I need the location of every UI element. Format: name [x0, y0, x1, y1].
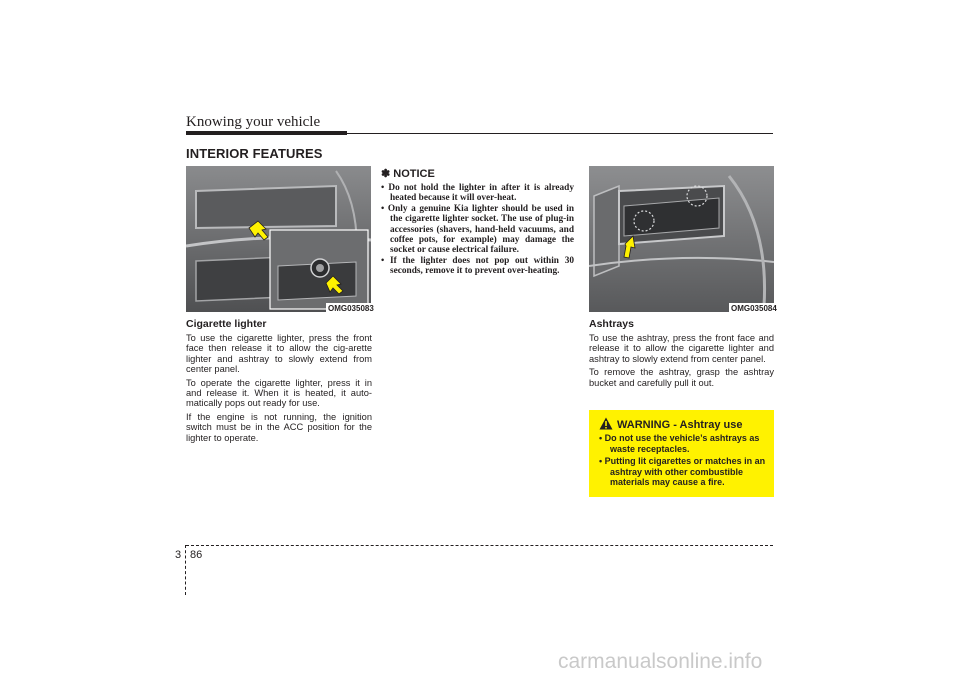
ashtrays-heading: Ashtrays: [589, 318, 634, 330]
paragraph: To remove the ashtray, grasp the ashtray bucket and carefully pull it out.: [589, 367, 774, 388]
paragraph: To use the cigarette lighter, press the front face then release it to allow the cig-arette lighter and ashtray to slowly extend from center panel.: [186, 333, 372, 375]
cigarette-lighter-heading: Cigarette lighter: [186, 318, 267, 330]
warning-triangle-icon: [599, 417, 613, 430]
paragraph: To use the ashtray, press the front face and release it to allow the cigarette lighter and ashtray to slowly extend from center panel.: [589, 333, 774, 364]
notice-item: • Only a genuine Kia lighter should be used in the cigarette lighter socket. The use of plug-in accessories (shavers, hand-held vacuums, and coffee pots, for example) may damage the socket or cause electrical failure.: [381, 203, 574, 256]
cigarette-lighter-photo: [186, 166, 371, 312]
warning-box: [589, 410, 774, 497]
paragraph: To operate the cigarette lighter, press it in and release it. When it is heated, it auto-matically pops out ready for use.: [186, 377, 372, 409]
ashtrays-text: [589, 333, 774, 391]
paragraph: If the engine is not running, the ignition switch must be in the ACC position for the lighter to operate.: [186, 411, 372, 443]
ashtray-photo: [589, 166, 774, 312]
notice-list: [381, 183, 574, 277]
cigarette-lighter-illustration: [186, 166, 371, 312]
chapter-number: 3: [175, 549, 182, 561]
section-title: INTERIOR FEATURES: [186, 146, 323, 161]
notice-item: • Do not hold the lighter in after it is already heated because it will over-heat.: [381, 183, 574, 204]
notice-title: ✽ NOTICE: [381, 168, 435, 180]
warning-title: WARNING - Ashtray use: [617, 419, 743, 431]
cigarette-lighter-text: [186, 333, 372, 446]
header-rule-thick: [186, 131, 347, 135]
footer-vertical-rule: [185, 545, 186, 595]
page-header-title: Knowing your vehicle: [186, 114, 321, 130]
header-rule-thin: [347, 133, 773, 134]
image-code-right: OMG035084: [731, 304, 777, 313]
ashtray-illustration: [589, 166, 774, 312]
watermark: carmanualsonline.info: [558, 650, 763, 673]
notice-item: • If the lighter does not pop out within 30 seconds, remove it to prevent over-heating.: [381, 255, 574, 277]
image-code-left: OMG035083: [328, 304, 374, 313]
warning-item: • Putting lit cigarettes or matches in an ashtray with other combustible materials may cause a fire.: [599, 456, 766, 488]
warning-list: [599, 433, 769, 490]
footer-rule: [186, 545, 773, 546]
warning-item: • Do not use the vehicle’s ashtrays as waste receptacles.: [599, 433, 760, 454]
page-number: 86: [190, 549, 203, 561]
